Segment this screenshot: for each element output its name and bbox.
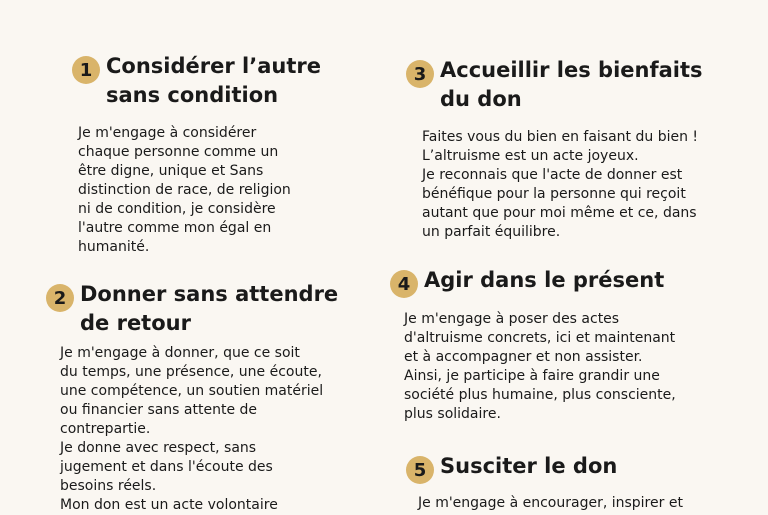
section-3-number-badge: 3 bbox=[406, 60, 434, 88]
section-5-header bbox=[406, 452, 746, 484]
section-5-number-badge: 5 bbox=[406, 456, 434, 484]
section-1-body: Je m'engage à considérer chaque personne comme un être digne, unique et Sans distinction de race, de religion ni de condition, je considère l'autre comme mon égal en humanité. bbox=[78, 125, 291, 255]
section-2-header bbox=[46, 280, 366, 338]
section-1-title: Considérer l’autre sans condition bbox=[106, 54, 321, 107]
section-5-body: Je m'engage à encourager, inspirer et bbox=[418, 495, 683, 511]
section-4-title: Agir dans le présent bbox=[424, 268, 665, 292]
section-2-body: Je m'engage à donner, que ce soit du temps, une présence, une écoute, une compétence, un soutien matériel ou financier sans attente de contrepartie. Je donne avec respect, sans jugement et dans l'écoute des besoins réels. Mon don est un acte volontaire bbox=[60, 345, 324, 513]
section-3-header bbox=[406, 56, 746, 114]
section-2-title: Donner sans attendre de retour bbox=[80, 282, 339, 335]
section-1-header bbox=[72, 52, 372, 110]
section-5 bbox=[406, 452, 746, 513]
section-4-body: Je m'engage à poser des actes d'altruisme concrets, ici et maintenant et à accompagner et non assister. Ainsi, je participe à faire grandir une société plus humaine, plus consciente, plus solidaire. bbox=[404, 311, 676, 422]
section-2 bbox=[46, 280, 366, 515]
section-1-number-badge: 1 bbox=[72, 56, 100, 84]
section-3-body: Faites vous du bien en faisant du bien ! L’altruisme est un acte joyeux. Je reconnais que l'acte de donner est bénéfique pour la personne qui reçoit autant que pour moi même et ce, dans un parfait équilibre. bbox=[422, 129, 699, 240]
section-5-title: Susciter le don bbox=[440, 454, 618, 478]
section-3 bbox=[406, 56, 746, 242]
section-1 bbox=[72, 52, 372, 257]
section-4-header bbox=[390, 266, 740, 298]
section-3-title: Accueillir les bienfaits du don bbox=[440, 58, 703, 111]
section-4-number-badge: 4 bbox=[390, 270, 418, 298]
section-4 bbox=[390, 266, 740, 424]
section-2-number-badge: 2 bbox=[46, 284, 74, 312]
